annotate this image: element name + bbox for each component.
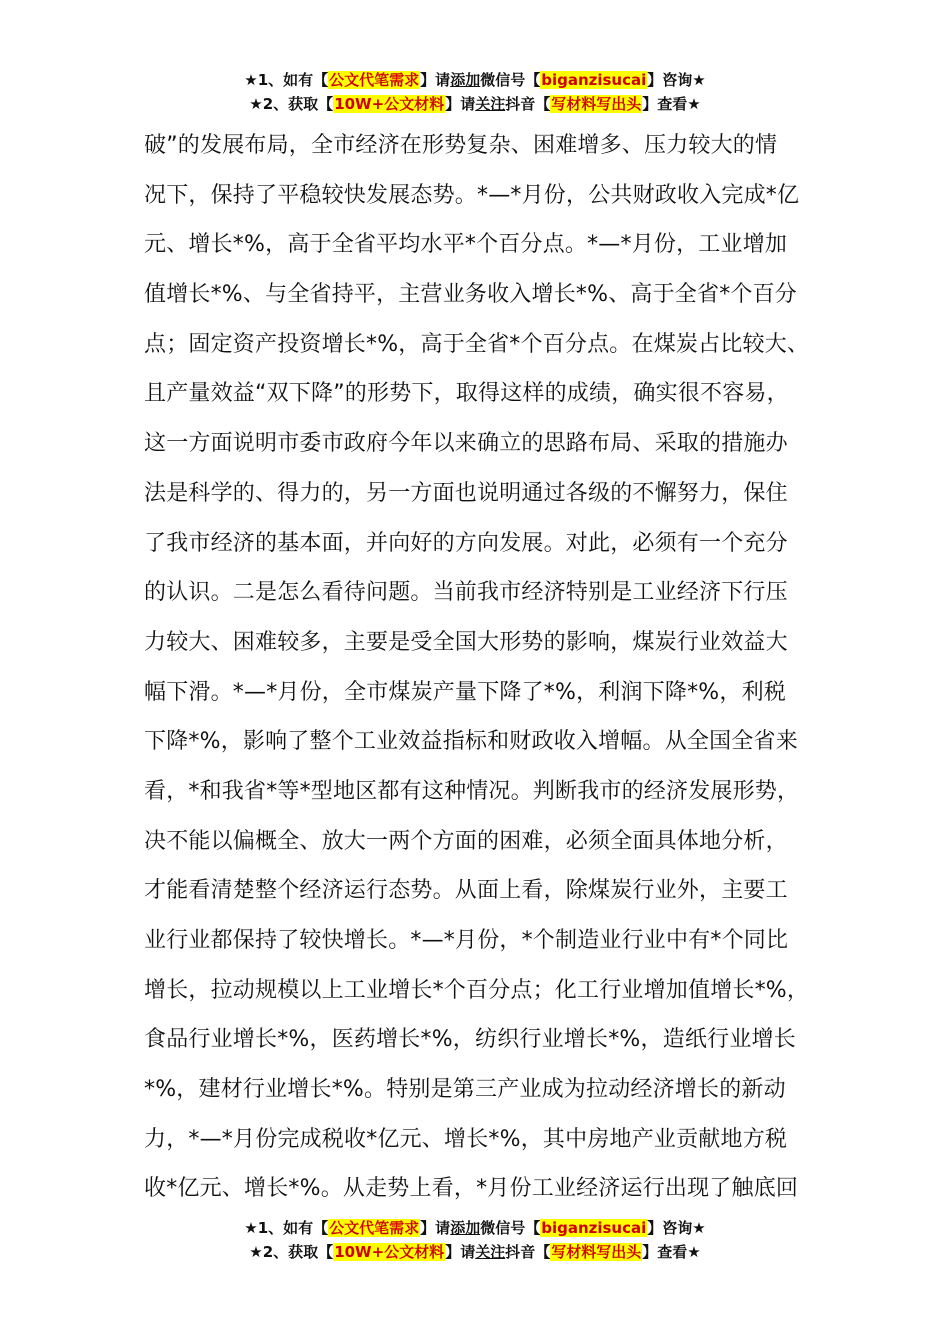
body-line: 值增长*%、与全省持平，主营业务收入增长*%、高于全省*个百分 bbox=[144, 282, 798, 308]
banner-line-1 bbox=[0, 68, 950, 92]
body-line: 点；固定资产投资增长*%，高于全省*个百分点。在煤炭占比较大、 bbox=[144, 331, 810, 357]
body-line: 法是科学的、得力的，另一方面也说明通过各级的不懈努力，保住 bbox=[144, 480, 788, 506]
body-line: 收*亿元、增长*%。从走势上看，*月份工业经济运行出现了触底回 bbox=[144, 1176, 799, 1202]
banner-text: 】请 bbox=[445, 95, 476, 113]
banner-text: ★2、获取【 bbox=[249, 1243, 334, 1261]
body-line: 决不能以偏概全、放大一两个方面的困难，必须全面具体地分析， bbox=[144, 828, 788, 854]
body-line: 幅下滑。*—*月份，全市煤炭产量下降了*%，利润下降*%，利税 bbox=[144, 679, 787, 705]
header-banner bbox=[0, 68, 950, 116]
body-line: 的认识。二是怎么看待问题。当前我市经济特别是工业经济下行压 bbox=[144, 580, 788, 606]
banner-highlight: biganzisucai bbox=[541, 1219, 647, 1237]
banner-text: 】请 bbox=[420, 71, 451, 89]
body-line: 食品行业增长*%，医药增长*%，纺织行业增长*%，造纸行业增长 bbox=[144, 1027, 796, 1053]
banner-text: 】请 bbox=[445, 1243, 476, 1261]
body-line: 才能看清楚整个经济运行态势。从面上看，除煤炭行业外，主要工 bbox=[144, 878, 788, 904]
banner-line-2 bbox=[0, 1240, 950, 1264]
footer-banner bbox=[0, 1216, 950, 1264]
banner-text: 抖音【 bbox=[505, 95, 551, 113]
banner-underlined: 添加 bbox=[450, 71, 481, 89]
document-body bbox=[144, 121, 844, 1214]
body-line: 业行业都保持了较快增长。*—*月份，*个制造业行业中有*个同比 bbox=[144, 928, 789, 953]
banner-underlined: 添加 bbox=[450, 1219, 481, 1237]
body-line: 这一方面说明市委市政府今年以来确立的思路布局、采取的措施办 bbox=[144, 431, 788, 457]
body-line: 下降*%，影响了整个工业效益指标和财政收入增幅。从全国全省来 bbox=[144, 729, 798, 755]
body-line: *%，建材行业增长*%。特别是第三产业成为拉动经济增长的新动 bbox=[144, 1077, 786, 1103]
banner-underlined: 关注 bbox=[475, 95, 506, 113]
body-line: 力，*—*月份完成税收*亿元、增长*%，其中房地产业贡献地方税 bbox=[144, 1126, 788, 1152]
banner-text: 】咨询★ bbox=[647, 71, 706, 89]
body-line: 看，*和我省*等*型地区都有这种情况。判断我市的经济发展形势， bbox=[144, 778, 800, 804]
banner-text: 微信号【 bbox=[480, 71, 541, 89]
banner-highlight: 公文代笔需求 bbox=[329, 1219, 420, 1237]
banner-text: 】查看★ bbox=[642, 95, 701, 113]
body-line: 了我市经济的基本面，并向好的方向发展。对此，必须有一个充分 bbox=[144, 530, 788, 556]
banner-line-1 bbox=[0, 1216, 950, 1240]
banner-highlight: 写材料写出头 bbox=[551, 1243, 642, 1261]
banner-underlined: 关注 bbox=[475, 1243, 506, 1261]
banner-highlight: biganzisucai bbox=[541, 71, 647, 89]
banner-highlight: 写材料写出头 bbox=[551, 95, 642, 113]
body-line: 况下，保持了平稳较快发展态势。*—*月份，公共财政收入完成*亿 bbox=[144, 182, 800, 208]
banner-highlight: 10W+公文材料 bbox=[334, 1243, 445, 1261]
banner-text: 抖音【 bbox=[505, 1243, 551, 1261]
banner-highlight: 公文代笔需求 bbox=[329, 71, 420, 89]
banner-line-2 bbox=[0, 92, 950, 116]
banner-text: ★2、获取【 bbox=[249, 95, 334, 113]
banner-text: ★1、如有【 bbox=[244, 71, 329, 89]
body-line: 力较大、困难较多，主要是受全国大形势的影响，煤炭行业效益大 bbox=[144, 629, 788, 655]
banner-text: 】请 bbox=[420, 1219, 451, 1237]
banner-highlight: 10W+公文材料 bbox=[334, 95, 445, 113]
banner-text: 】咨询★ bbox=[647, 1219, 706, 1237]
body-line: 增长，拉动规模以上工业增长*个百分点；化工行业增加值增长*%， bbox=[144, 977, 810, 1003]
banner-text: ★1、如有【 bbox=[244, 1219, 329, 1237]
banner-text: 】查看★ bbox=[642, 1243, 701, 1261]
body-line: 且产量效益“双下降”的形势下，取得这样的成绩，确实很不容易， bbox=[144, 381, 789, 407]
body-line: 破”的发展布局，全市经济在形势复杂、困难增多、压力较大的情 bbox=[144, 133, 778, 158]
body-line: 元、增长*%，高于全省平均水平*个百分点。*—*月份，工业增加 bbox=[144, 232, 788, 258]
banner-text: 微信号【 bbox=[480, 1219, 541, 1237]
